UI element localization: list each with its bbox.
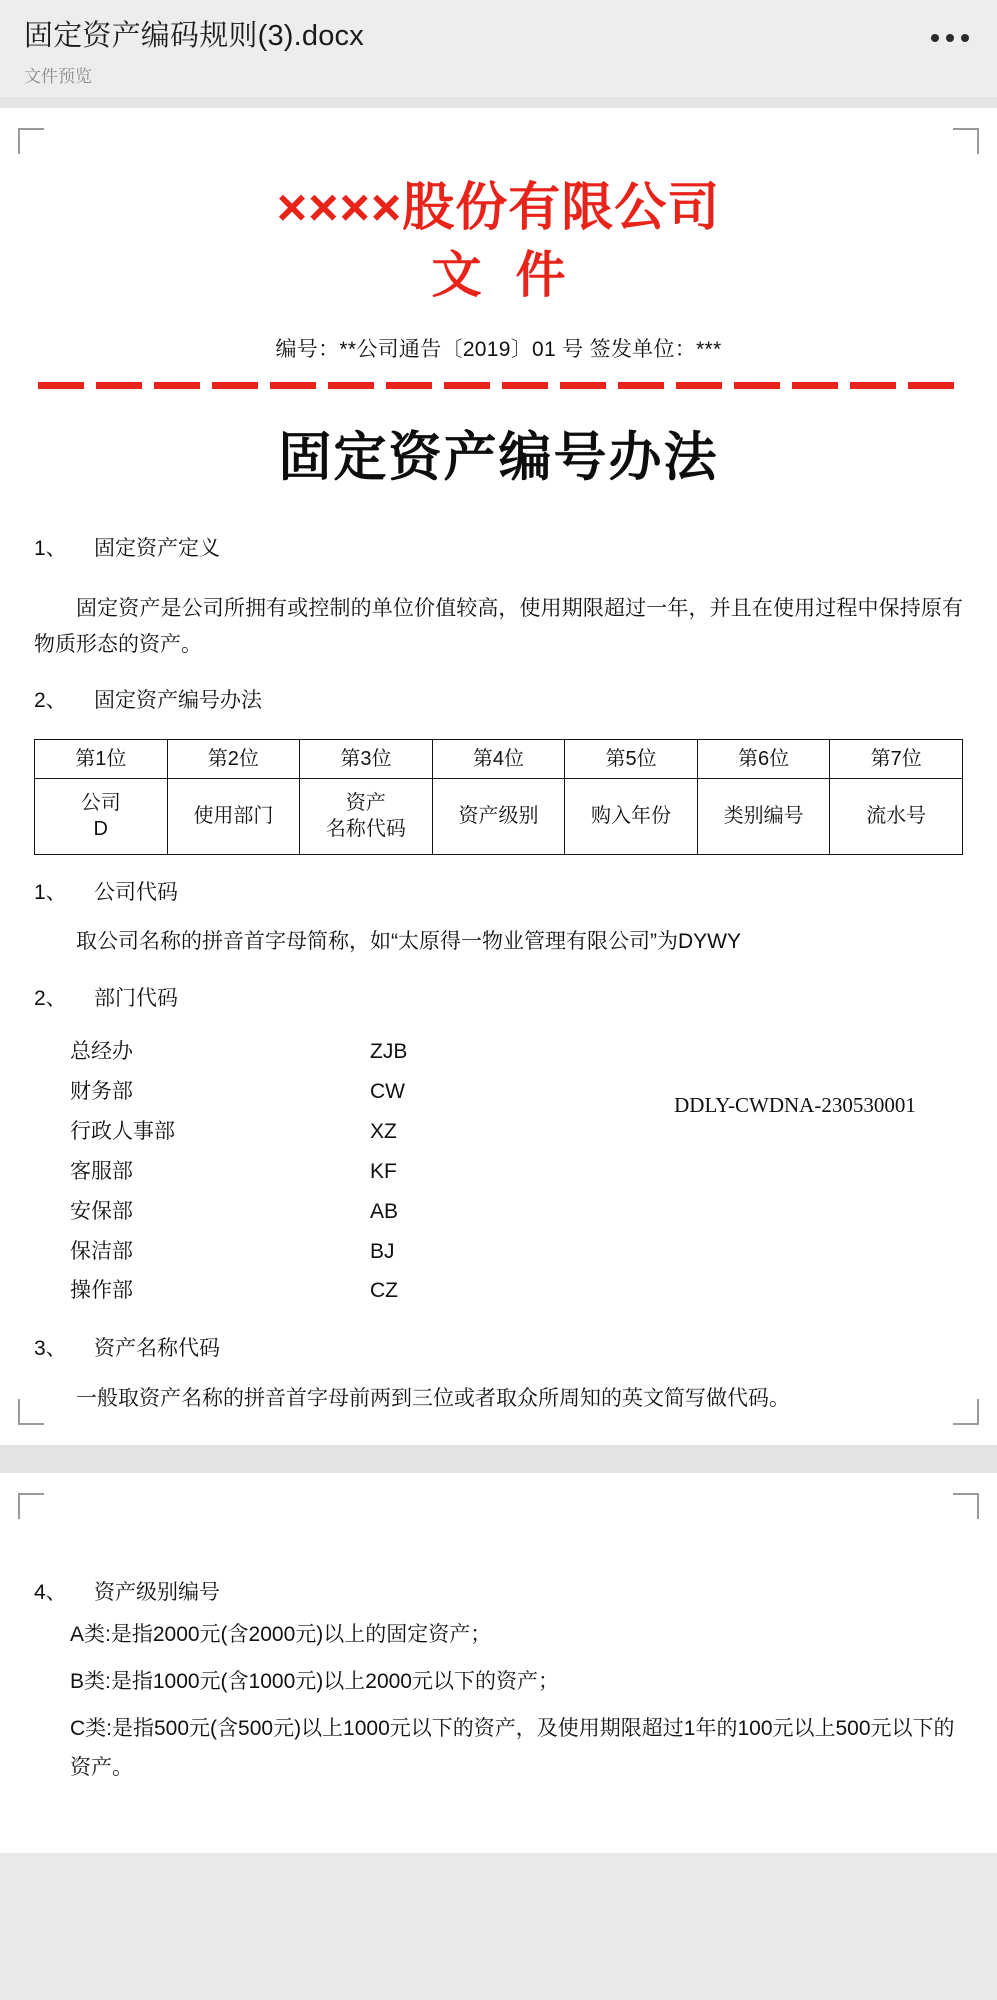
definition-paragraph: 固定资产是公司所拥有或控制的单位价值较高，使用期限超过一年，并且在使用过程中保持原有物质形态的资产。 bbox=[34, 596, 963, 656]
table-cell: 资产 名称代码 bbox=[300, 778, 433, 854]
more-dot bbox=[946, 34, 954, 42]
table-header-row bbox=[35, 739, 963, 778]
table-header-cell: 第2位 bbox=[167, 739, 300, 778]
asset-level-item: A类:是指2000元(含2000元)以上的固定资产； bbox=[70, 1623, 492, 1647]
asset-level-item: B类:是指1000元(含1000元)以上2000元以下的资产； bbox=[70, 1670, 559, 1694]
crop-mark-top-right bbox=[953, 128, 979, 154]
section-number: 2、 bbox=[34, 986, 67, 1010]
section-heading-company-code bbox=[34, 877, 963, 909]
section-label: 资产级别编号 bbox=[94, 1580, 220, 1604]
company-code-paragraph: 取公司名称的拼音首字母简称，如“太原得一物业管理有限公司”为DYWY bbox=[76, 930, 741, 954]
section-heading-asset-name-code bbox=[34, 1333, 963, 1365]
table-cell: 公司 D bbox=[35, 778, 168, 854]
department-row bbox=[34, 1152, 963, 1192]
department-row bbox=[34, 1232, 963, 1272]
department-code: CZ bbox=[370, 1279, 398, 1303]
department-name: 保洁部 bbox=[70, 1239, 133, 1263]
department-name: 行政人事部 bbox=[70, 1119, 175, 1143]
crop-mark-top-left bbox=[18, 1493, 44, 1519]
document-title: 固定资产编号办法 bbox=[278, 428, 719, 488]
asset-level-item: C类:是指500元(含500元)以上1000元以下的资产，及使用期限超过1年的100元以上500元以下的资产。 bbox=[70, 1717, 955, 1779]
table-cell: 类别编号 bbox=[697, 778, 830, 854]
table-cell: 资产级别 bbox=[432, 778, 565, 854]
crop-mark-top-right bbox=[953, 1493, 979, 1519]
department-row bbox=[34, 1271, 963, 1311]
section-label: 资产名称代码 bbox=[94, 1337, 220, 1361]
table-header-cell: 第1位 bbox=[35, 739, 168, 778]
department-code: ZJB bbox=[370, 1040, 408, 1064]
department-name: 总经办 bbox=[70, 1040, 133, 1064]
department-code: AB bbox=[370, 1199, 399, 1223]
company-name: ××××股份有限公司 bbox=[276, 179, 721, 237]
table-header-cell: 第7位 bbox=[830, 739, 963, 778]
more-dot bbox=[961, 34, 969, 42]
section-label: 固定资产编号办法 bbox=[94, 689, 262, 713]
section-number: 4、 bbox=[34, 1580, 67, 1604]
crop-mark-top-left bbox=[18, 128, 44, 154]
section-label: 部门代码 bbox=[94, 986, 178, 1010]
department-name: 操作部 bbox=[70, 1279, 133, 1303]
department-name: 客服部 bbox=[70, 1159, 133, 1183]
table-cell: 购入年份 bbox=[565, 778, 698, 854]
file-name-title: 固定资产编码规则(3).docx bbox=[24, 20, 364, 52]
document-number-line: 编号：**公司通告〔2019〕01 号 签发单位：*** bbox=[275, 338, 722, 362]
document-page-1 bbox=[0, 108, 997, 1445]
page-separator bbox=[0, 1445, 997, 1473]
table-header-cell: 第4位 bbox=[432, 739, 565, 778]
department-row bbox=[34, 1192, 963, 1232]
section-number: 2、 bbox=[34, 689, 67, 713]
section-heading-asset-level bbox=[34, 1577, 963, 1609]
table-cell: 使用部门 bbox=[167, 778, 300, 854]
asset-level-list bbox=[34, 1616, 963, 1787]
department-code: XZ bbox=[370, 1119, 397, 1143]
red-separator-rule bbox=[38, 382, 959, 389]
letterhead bbox=[34, 130, 963, 305]
section-number: 1、 bbox=[34, 537, 67, 561]
document-kind: 文件 bbox=[431, 247, 600, 304]
section-label: 固定资产定义 bbox=[94, 537, 220, 561]
preview-subtitle: 文件预览 bbox=[24, 67, 92, 87]
department-name: 财务部 bbox=[70, 1079, 133, 1103]
section-label: 公司代码 bbox=[94, 880, 178, 904]
table-cell: 流水号 bbox=[830, 778, 963, 854]
header-divider bbox=[0, 97, 997, 108]
department-code: BJ bbox=[370, 1239, 395, 1263]
document-page-2 bbox=[0, 1473, 997, 1853]
example-asset-code: DDLY-CWDNA-230530001 bbox=[674, 1093, 916, 1118]
section-heading-2 bbox=[34, 685, 963, 717]
department-code: CW bbox=[370, 1079, 405, 1103]
section-number: 1、 bbox=[34, 880, 67, 904]
table-row bbox=[35, 778, 963, 854]
crop-mark-bottom-left bbox=[18, 1399, 44, 1425]
table-header-cell: 第5位 bbox=[565, 739, 698, 778]
department-name: 安保部 bbox=[70, 1199, 133, 1223]
section-heading-1 bbox=[34, 533, 963, 565]
section-heading-dept-code bbox=[34, 983, 963, 1015]
table-header-cell: 第3位 bbox=[300, 739, 433, 778]
asset-name-code-paragraph: 一般取资产名称的拼音首字母前两到三位或者取众所周知的英文简写做代码。 bbox=[76, 1386, 790, 1410]
more-dot bbox=[931, 34, 939, 42]
code-structure-table bbox=[34, 739, 963, 855]
section-number: 3、 bbox=[34, 1337, 67, 1361]
department-code-list bbox=[34, 1032, 963, 1311]
crop-mark-bottom-right bbox=[953, 1399, 979, 1425]
department-row bbox=[34, 1032, 963, 1072]
more-options-icon[interactable] bbox=[931, 34, 969, 42]
app-header bbox=[0, 0, 997, 97]
table-header-cell: 第6位 bbox=[697, 739, 830, 778]
department-code: KF bbox=[370, 1159, 397, 1183]
